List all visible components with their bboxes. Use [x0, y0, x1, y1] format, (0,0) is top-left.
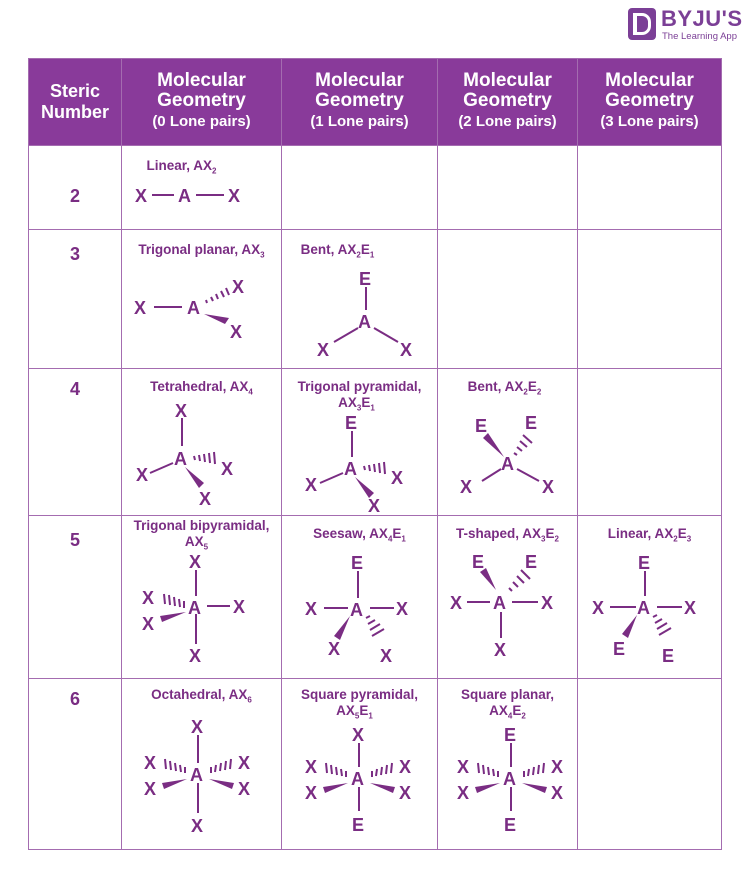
central-atom: A	[350, 600, 363, 620]
geometry-label: Linear, $AX_2E_3$	[607, 526, 692, 544]
central-atom: A	[358, 312, 371, 332]
empty-cell	[578, 146, 722, 230]
lone-pair-label: E	[613, 639, 626, 659]
ligand-atom: X	[305, 783, 318, 803]
lone-pair-label: E	[662, 646, 675, 666]
geometry-label: Linear, $AX_2$	[146, 158, 217, 176]
header-0-lone-pairs: Molecular Geometry (0 Lone pairs)	[122, 59, 282, 146]
ligand-atom: X	[457, 783, 470, 803]
table-row	[29, 516, 722, 679]
ligand-atom: X	[144, 753, 157, 773]
steric-number-cell: 3	[29, 230, 122, 369]
empty-cell	[578, 679, 722, 850]
empty-cell	[438, 146, 578, 230]
ligand-atom: X	[199, 489, 212, 509]
geometry-cell-linear-ax2	[122, 146, 282, 230]
steric-number-cell: 4	[29, 369, 122, 516]
ligand-atom: X	[189, 552, 202, 572]
central-atom: A	[344, 459, 357, 479]
ligand-atom: X	[450, 593, 463, 613]
ligand-atom: X	[317, 340, 330, 360]
ligand-atom: X	[368, 496, 381, 515]
empty-cell	[578, 230, 722, 369]
byjus-logo-icon	[628, 8, 656, 40]
geometry-label: Trigonal bipyramidal,	[133, 518, 270, 533]
central-atom: A	[188, 598, 201, 618]
geometry-cell-t-shaped	[438, 516, 578, 679]
geometry-cell-square-pyramidal	[282, 679, 438, 850]
square-planar-diagram	[438, 679, 578, 849]
ligand-atom: X	[142, 614, 155, 634]
geometry-cell-seesaw	[282, 516, 438, 679]
byjus-logo[interactable]	[628, 6, 748, 44]
ligand-atom: X	[191, 816, 204, 836]
table-row	[29, 369, 722, 516]
header-2-lone-pairs: Molecular Geometry (2 Lone pairs)	[438, 59, 578, 146]
ligand-atom: X	[221, 459, 234, 479]
ligand-atom: X	[592, 598, 605, 618]
ligand-atom: X	[460, 477, 473, 497]
geometry-label: Square planar,	[460, 687, 555, 702]
ligand-atom: X	[457, 757, 470, 777]
steric-number-cell: 5	[29, 516, 122, 679]
ligand-atom: X	[230, 322, 243, 342]
ligand-atom: X	[541, 593, 554, 613]
geometry-cell-square-planar	[438, 679, 578, 850]
empty-cell	[578, 369, 722, 516]
geometry-cell-bent-ax2e2	[438, 369, 578, 516]
lone-pair-label: E	[504, 815, 517, 835]
ligand-atom: X	[399, 757, 412, 777]
brand-name: BYJU'S	[661, 6, 743, 31]
lone-pair-label: E	[475, 416, 488, 436]
linear-ax2-diagram	[122, 146, 282, 229]
header-1-lone-pairs: Molecular Geometry (1 Lone pairs)	[282, 59, 438, 146]
geometry-cell-octahedral	[122, 679, 282, 850]
geometry-cell-linear-ax2e3	[578, 516, 722, 679]
central-atom: A	[187, 298, 200, 318]
central-atom: A	[501, 454, 514, 474]
seesaw-diagram	[282, 516, 438, 678]
ligand-atom: X	[684, 598, 697, 618]
table-row	[29, 679, 722, 850]
ligand-atom: X	[551, 783, 564, 803]
tetrahedral-diagram	[122, 369, 282, 515]
ligand-atom: X	[305, 475, 318, 495]
linear-ax2e3-diagram	[578, 516, 722, 678]
ligand-atom: X	[551, 757, 564, 777]
vsepr-geometry-table	[28, 58, 722, 850]
ligand-atom: X	[233, 597, 246, 617]
lone-pair-label: E	[345, 413, 358, 433]
ligand-atom: X	[305, 599, 318, 619]
central-atom: A	[503, 769, 516, 789]
ligand-atom: X	[232, 277, 245, 297]
ligand-atom: X	[391, 468, 404, 488]
ligand-atom: X	[396, 599, 409, 619]
empty-cell	[438, 230, 578, 369]
central-atom: A	[493, 593, 506, 613]
header-steric-number: Steric Number	[29, 59, 122, 146]
geometry-cell-trigonal-bipyramidal	[122, 516, 282, 679]
central-atom: A	[178, 186, 191, 206]
geometry-label: Bent, $AX_2E_1$	[300, 242, 375, 260]
geometry-label: Bent, $AX_2E_2$	[467, 379, 542, 397]
geometry-cell-bent-ax2e1	[282, 230, 438, 369]
geometry-label: T-shaped, $AX_3E_2$	[456, 526, 559, 544]
ligand-atom: X	[134, 298, 147, 318]
steric-number-cell: 6	[29, 679, 122, 850]
table-row	[29, 146, 722, 230]
ligand-atom: X	[400, 340, 413, 360]
t-shaped-diagram	[438, 516, 578, 678]
central-atom: A	[351, 769, 364, 789]
ligand-atom: X	[238, 753, 251, 773]
ligand-atom: X	[352, 725, 365, 745]
lone-pair-label: E	[525, 413, 538, 433]
geometry-label: Seesaw, $AX_4E_1$	[313, 526, 406, 544]
header-3-lone-pairs: Molecular Geometry (3 Lone pairs)	[578, 59, 722, 146]
geometry-cell-trigonal-pyramidal	[282, 369, 438, 516]
brand-tagline: The Learning App	[662, 31, 738, 42]
ligand-atom: X	[144, 779, 157, 799]
trigonal-bipyramidal-diagram	[122, 516, 282, 678]
ligand-atom: X	[191, 717, 204, 737]
geometry-label-formula: $AX_5E_1$	[336, 703, 373, 721]
lone-pair-label: E	[359, 269, 372, 289]
bent-ax2e1-diagram	[282, 230, 438, 368]
empty-cell	[282, 146, 438, 230]
steric-number-cell: 2	[29, 146, 122, 230]
geometry-label: Trigonal planar, $AX_3$	[138, 242, 265, 260]
geometry-label: Trigonal pyramidal,	[297, 379, 422, 394]
ligand-atom: X	[175, 401, 188, 421]
ligand-atom: X	[494, 640, 507, 660]
ligand-atom: X	[399, 783, 412, 803]
table-row	[29, 230, 722, 369]
ligand-atom: X	[305, 757, 318, 777]
lone-pair-label: E	[472, 552, 485, 572]
square-pyramidal-diagram	[282, 679, 438, 849]
lone-pair-label: E	[352, 815, 365, 835]
ligand-atom: X	[189, 646, 202, 666]
ligand-atom: X	[228, 186, 241, 206]
octahedral-diagram	[122, 679, 282, 849]
geometry-label-formula: $AX_4E_2$	[489, 703, 526, 721]
geometry-label-formula: $AX_3E_1$	[338, 395, 375, 413]
ligand-atom: X	[136, 465, 149, 485]
bent-ax2e2-diagram	[438, 369, 578, 515]
geometry-cell-tetrahedral	[122, 369, 282, 516]
ligand-atom: X	[380, 646, 393, 666]
lone-pair-label: E	[638, 553, 651, 573]
ligand-atom: X	[142, 588, 155, 608]
central-atom: A	[174, 449, 187, 469]
lone-pair-label: E	[504, 725, 517, 745]
geometry-label-formula: $AX_5$	[184, 534, 209, 552]
trigonal-pyramidal-diagram	[282, 369, 438, 515]
geometry-label: Square pyramidal,	[300, 687, 419, 702]
lone-pair-label: E	[525, 552, 538, 572]
geometry-label: Tetrahedral, $AX_4$	[150, 379, 253, 397]
ligand-atom: X	[328, 639, 341, 659]
ligand-atom: X	[542, 477, 555, 497]
header-row	[29, 59, 722, 146]
central-atom: A	[637, 598, 650, 618]
lone-pair-label: E	[351, 553, 364, 573]
ligand-atom: X	[135, 186, 148, 206]
ligand-atom: X	[238, 779, 251, 799]
central-atom: A	[190, 765, 203, 785]
geometry-label: Octahedral, $AX_6$	[151, 687, 252, 705]
